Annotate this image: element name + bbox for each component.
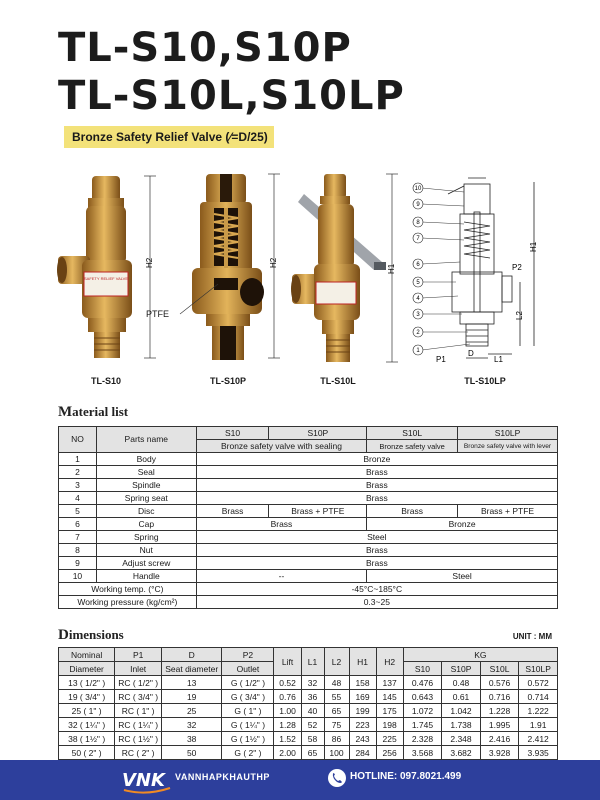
table-cell: 36 [301,690,324,704]
phone-icon [328,769,346,787]
header-s10p: S10P [269,427,367,440]
table-cell: G ( 2" ) [222,746,274,760]
drawing-d-label: D [468,349,474,358]
table-row [59,704,558,718]
row-part: Body [96,453,196,466]
row-part: Disc [96,505,196,518]
table-cell: 48 [324,676,349,690]
row-material-right: Steel [367,570,558,583]
header-kg: KG [403,648,557,662]
subheader-valve: Bronze safety valve [367,440,458,453]
dimensions-table [58,647,558,760]
row-material: Brass [196,479,557,492]
header-kg-s10: S10 [403,662,442,676]
part-number-4: 4 [416,296,420,302]
table-cell: 158 [349,676,376,690]
table-row [59,557,558,570]
header-lift: Lift [274,648,301,676]
table-cell: 0.643 [403,690,442,704]
material-list-title: Material list [58,404,129,420]
table-cell: 19 ( 3/4" ) [59,690,115,704]
table-cell: G ( 1¼" ) [222,718,274,732]
table-row [59,732,558,746]
header-s10lp: S10LP [458,427,558,440]
unit-label: UNIT : MM [512,632,552,641]
table-cell: 0.714 [519,690,558,704]
table-cell: 1.042 [442,704,481,718]
drawing-p1-label: P1 [436,355,446,364]
table-cell: RC ( 1/2" ) [115,676,162,690]
row-material-s10p: Brass + PTFE [269,505,367,518]
row-material: Brass [196,544,557,557]
row-no: 2 [59,466,97,479]
table-cell: 2.412 [519,732,558,746]
caption-tl-s10lp: TL-S10LP [464,376,506,386]
table-cell: 1.00 [274,704,301,718]
table-row [59,466,558,479]
table-cell: 1.91 [519,718,558,732]
drawing-l1-label: L1 [494,355,503,364]
table-row [59,492,558,505]
table-row [59,505,558,518]
header-l2: L2 [324,648,349,676]
table-cell: 3.568 [403,746,442,760]
valve-tl-s10l-photo [290,166,400,370]
row-part: Seal [96,466,196,479]
row-part: Handle [96,570,196,583]
table-row [59,570,558,583]
header-p1: P1 [115,648,162,662]
valve-tl-s10p-cutaway [178,168,288,368]
header-outlet: Outlet [222,662,274,676]
vnk-logo-icon [120,766,172,794]
row-no: 7 [59,531,97,544]
table-cell: 284 [349,746,376,760]
row-material-s10l: Brass [367,505,458,518]
table-cell: G ( 3/4" ) [222,690,274,704]
table-cell: 0.576 [480,676,519,690]
table-cell: 137 [376,676,403,690]
drawing-l2-label: L2 [515,311,524,320]
table-cell: 3.935 [519,746,558,760]
table-cell: 256 [376,746,403,760]
header-s10: S10 [196,427,269,440]
table-cell: 3.682 [442,746,481,760]
row-material-s10: Brass [196,505,269,518]
header-nominal: Nominal [59,648,115,662]
header-s10l: S10L [367,427,458,440]
part-number-7: 7 [416,236,420,242]
header-diameter: Diameter [59,662,115,676]
header-l1: L1 [301,648,324,676]
table-cell: 2.328 [403,732,442,746]
table-cell: G ( 1" ) [222,704,274,718]
material-table [58,426,558,609]
table-cell: 75 [324,718,349,732]
footer-bar [0,760,600,800]
ptfe-label: PTFE [146,309,170,319]
table-cell: 1.995 [480,718,519,732]
table-cell: 1.738 [442,718,481,732]
table-cell: 19 [162,690,222,704]
table-cell: 100 [324,746,349,760]
table-cell: 58 [301,732,324,746]
drawing-p2-label: P2 [512,263,522,272]
table-cell: G ( 1½" ) [222,732,274,746]
table-cell: 2.00 [274,746,301,760]
dim-h2-label-2: H2 [269,257,278,268]
table-row [59,596,558,609]
header-kg-s10p: S10P [442,662,481,676]
table-cell: 198 [376,718,403,732]
table-cell: 223 [349,718,376,732]
row-part: Nut [96,544,196,557]
table-cell: G ( 1/2" ) [222,676,274,690]
working-temp-label: Working temp. (°C) [59,583,197,596]
table-cell: 50 [162,746,222,760]
row-part: Cap [96,518,196,531]
dimensions-title: Dimensions [58,627,124,643]
row-material-s10lp: Brass + PTFE [458,505,558,518]
table-cell: 2.416 [480,732,519,746]
row-no: 6 [59,518,97,531]
header-inlet: Inlet [115,662,162,676]
row-material: Brass [196,557,557,570]
table-cell: 32 [301,676,324,690]
table-row [59,746,558,760]
table-cell: 38 [162,732,222,746]
part-number-8: 8 [416,220,420,226]
nameplate-text: SAFETY RELIEF VALVE [83,276,129,281]
caption-tl-s10l: TL-S10L [320,376,356,386]
table-cell: 40 [301,704,324,718]
table-cell: 1.28 [274,718,301,732]
table-cell: 2.348 [442,732,481,746]
row-material: Brass [196,492,557,505]
table-cell: 243 [349,732,376,746]
table-row [59,544,558,557]
row-no: 9 [59,557,97,570]
hotline-text[interactable]: HOTLINE: 097.8021.499 [350,771,462,782]
valve-tl-s10-photo [54,168,164,368]
table-cell: 145 [376,690,403,704]
caption-tl-s10: TL-S10 [90,376,121,386]
table-row [59,453,558,466]
subheader-sealing: Bronze safety valve with sealing [196,440,367,453]
table-cell: 0.476 [403,676,442,690]
logo-text: VNK [122,770,165,791]
table-cell: 0.76 [274,690,301,704]
row-no: 4 [59,492,97,505]
header-h1: H1 [349,648,376,676]
table-cell: 1.222 [519,704,558,718]
header-no: NO [59,427,97,453]
header-h2: H2 [376,648,403,676]
table-cell: RC ( 2" ) [115,746,162,760]
table-cell: 169 [349,690,376,704]
title-line-2: TL-S10L,S10LP [58,73,405,119]
table-row [59,690,558,704]
table-cell: RC ( 1" ) [115,704,162,718]
header-p2: P2 [222,648,274,662]
working-pressure-label: Working pressure (kg/cm²) [59,596,197,609]
row-part: Spindle [96,479,196,492]
part-number-6: 6 [416,262,420,268]
table-cell: 1.072 [403,704,442,718]
header-kg-s10l: S10L [480,662,519,676]
table-cell: 0.52 [274,676,301,690]
table-row [59,718,558,732]
table-cell: 0.61 [442,690,481,704]
table-cell: 225 [376,732,403,746]
row-material: Brass [196,466,557,479]
table-cell: 13 ( 1/2" ) [59,676,115,690]
drawing-h1-label: H1 [529,241,538,252]
part-number-1: 1 [416,348,420,354]
title-line-1: TL-S10,S10P [58,25,352,71]
table-cell: 32 [162,718,222,732]
table-row [59,479,558,492]
table-cell: 3.928 [480,746,519,760]
table-row [59,531,558,544]
part-number-2: 2 [416,330,420,336]
table-cell: 1.745 [403,718,442,732]
table-cell: 25 [162,704,222,718]
table-cell: 25 ( 1" ) [59,704,115,718]
dim-h1-label: H1 [387,263,396,274]
row-part: Adjust screw [96,557,196,570]
material-header-row [59,427,558,440]
table-row [59,583,558,596]
table-cell: 1.52 [274,732,301,746]
table-cell: 32 ( 1¼" ) [59,718,115,732]
working-temp-value: -45°C~185°C [196,583,557,596]
row-part: Spring [96,531,196,544]
dimensions-body [59,676,558,760]
valve-tl-s10lp-drawing [408,172,548,368]
row-material: Bronze [196,453,557,466]
header-kg-s10lp: S10LP [519,662,558,676]
table-cell: 0.48 [442,676,481,690]
header-seat: Seat diameter [162,662,222,676]
table-cell: 1.228 [480,704,519,718]
table-cell: RC ( 3/4" ) [115,690,162,704]
table-cell: RC ( 1½" ) [115,732,162,746]
table-cell: RC ( 1¼" ) [115,718,162,732]
part-number-9: 9 [416,202,420,208]
table-cell: 199 [349,704,376,718]
table-cell: 65 [324,704,349,718]
table-cell: 0.716 [480,690,519,704]
row-no: 3 [59,479,97,492]
table-row [59,676,558,690]
part-number-5: 5 [416,280,420,286]
table-cell: 52 [301,718,324,732]
subtitle-bar: Bronze Safety Relief Valve (⁄=D/25) [64,126,274,148]
working-pressure-value: 0.3~25 [196,596,557,609]
table-cell: 38 ( 1½" ) [59,732,115,746]
row-material-left: -- [196,570,367,583]
row-material: Steel [196,531,557,544]
table-cell: 50 ( 2" ) [59,746,115,760]
row-no: 10 [59,570,97,583]
row-material-right: Bronze [367,518,558,531]
row-part: Spring seat [96,492,196,505]
caption-tl-s10p: TL-S10P [209,376,246,386]
table-cell: 55 [324,690,349,704]
row-material-left: Brass [196,518,367,531]
table-cell: 86 [324,732,349,746]
header-d: D [162,648,222,662]
dim-h2-label: H2 [145,257,154,268]
subheader-lever: Bronze safety valve with lever [458,440,558,453]
row-no: 5 [59,505,97,518]
table-cell: 65 [301,746,324,760]
brand-name: VANNHAPKHAUTHP [175,772,270,782]
dimensions-header-row [59,648,558,662]
row-no: 1 [59,453,97,466]
table-cell: 13 [162,676,222,690]
part-number-3: 3 [416,312,420,318]
table-cell: 0.572 [519,676,558,690]
header-parts-name: Parts name [96,427,196,453]
part-number-10: 10 [414,186,422,192]
table-cell: 175 [376,704,403,718]
table-row [59,518,558,531]
row-no: 8 [59,544,97,557]
